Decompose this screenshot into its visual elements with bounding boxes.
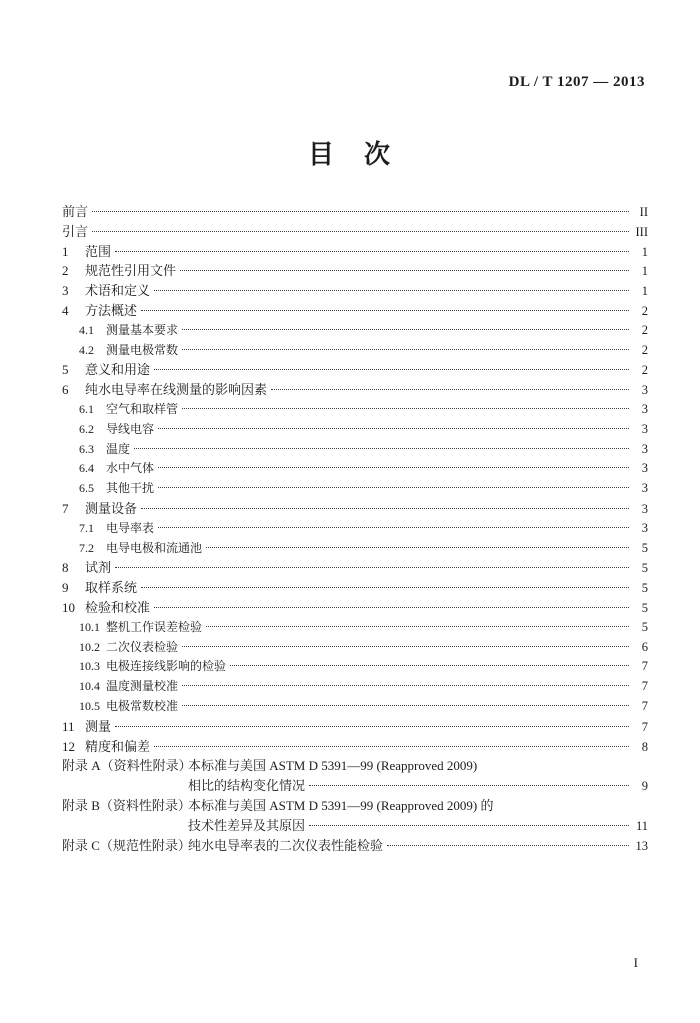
toc-row <box>62 638 648 658</box>
toc-number: 10.5 <box>79 698 100 713</box>
toc-label: 温度 <box>106 441 131 456</box>
toc-label: 测量 <box>85 718 112 734</box>
appendix-title: 相比的结构变化情况 <box>188 778 306 794</box>
toc-row <box>62 321 648 341</box>
toc-page-number: 2 <box>641 363 648 378</box>
toc-row <box>62 440 648 460</box>
toc-label: 导线电容 <box>106 421 155 436</box>
toc-row <box>62 301 648 321</box>
toc-label: 电极常数校准 <box>106 698 179 713</box>
doc-number: DL / T 1207 — 2013 <box>508 74 645 90</box>
appendix-row <box>62 836 648 856</box>
toc-row <box>62 202 648 222</box>
toc-label: 纯水电导率在线测量的影响因素 <box>85 382 268 398</box>
toc-page-number: 3 <box>641 383 648 398</box>
toc-page-number: 7 <box>641 698 648 713</box>
toc-row <box>62 479 648 499</box>
toc-number: 6.1 <box>79 401 94 416</box>
toc-label: 规范性引用文件 <box>85 263 177 279</box>
toc-label: 试剂 <box>85 560 112 576</box>
toc-number: 6 <box>62 382 69 398</box>
toc-page-number: 3 <box>641 421 648 436</box>
toc-page-number: 1 <box>641 244 648 259</box>
toc-number: 6.4 <box>79 461 94 476</box>
toc-row <box>62 281 648 301</box>
toc-row <box>62 380 648 400</box>
toc-row <box>62 499 648 519</box>
footer-page-number: I <box>633 955 638 970</box>
toc-row <box>62 677 648 697</box>
toc-page-number: 1 <box>641 264 648 279</box>
toc-page-number: 5 <box>641 581 648 596</box>
toc-page-number: 3 <box>641 520 648 535</box>
toc-row <box>62 657 648 677</box>
toc-label: 测量设备 <box>85 500 138 516</box>
toc-row <box>62 558 648 578</box>
toc-number: 2 <box>62 263 69 279</box>
toc-number: 3 <box>62 283 69 299</box>
appendix-row <box>62 796 648 816</box>
toc-page-number: 13 <box>635 838 648 853</box>
toc-row <box>62 459 648 479</box>
toc-number: 10.1 <box>79 619 100 634</box>
toc-label: 二次仪表检验 <box>106 639 179 654</box>
toc-page-number: 3 <box>641 401 648 416</box>
toc-number: 11 <box>62 718 75 734</box>
toc-row <box>62 360 648 380</box>
toc-row <box>62 222 648 242</box>
toc-number: 4.1 <box>79 322 94 337</box>
toc-page-number: 5 <box>641 619 648 634</box>
toc-label: 前言 <box>62 204 89 219</box>
toc-label: 水中气体 <box>106 461 155 476</box>
toc-label: 检验和校准 <box>85 599 151 615</box>
toc-page-number: 5 <box>641 540 648 555</box>
appendix-row <box>62 756 648 776</box>
toc-label: 方法概述 <box>85 302 138 318</box>
toc-number: 7.2 <box>79 540 94 555</box>
appendix-row <box>62 776 648 796</box>
toc-number: 9 <box>62 580 69 596</box>
toc-page-number: 7 <box>641 719 648 734</box>
toc-label: 范围 <box>85 243 112 259</box>
toc-number: 10 <box>62 599 75 615</box>
toc-label: 术语和定义 <box>85 283 151 299</box>
toc-page-number: 3 <box>641 481 648 496</box>
toc-label: 测量电极常数 <box>106 342 179 357</box>
toc-page-number: 3 <box>641 461 648 476</box>
appendix-row <box>62 816 648 836</box>
toc-number: 12 <box>62 738 75 754</box>
toc-page-number: 2 <box>641 322 648 337</box>
toc-page-number: 9 <box>641 779 648 794</box>
toc-label: 引言 <box>62 223 89 239</box>
toc-row <box>62 697 648 717</box>
toc-number: 7 <box>62 500 69 516</box>
toc-page-number: 3 <box>641 501 648 516</box>
toc-row <box>62 598 648 618</box>
toc-label: 整机工作误差检验 <box>106 619 203 634</box>
toc-row <box>62 341 648 361</box>
appendix-label: 附录 C（规范性附录） <box>62 837 191 853</box>
toc-number: 6.5 <box>79 481 94 496</box>
toc-row <box>62 539 648 559</box>
toc-page-number: 11 <box>635 818 648 833</box>
toc-number: 4 <box>62 302 69 318</box>
appendix-label: 附录 B（资料性附录） <box>62 797 191 813</box>
toc-row <box>62 261 648 281</box>
toc-row <box>62 400 648 420</box>
toc-label: 测量基本要求 <box>106 322 179 337</box>
toc-page-number: 1 <box>641 284 648 299</box>
toc-number: 1 <box>62 243 69 259</box>
toc-label: 空气和取样管 <box>106 401 179 416</box>
toc-row <box>62 717 648 737</box>
toc-page-number: II <box>639 205 648 219</box>
appendix-title: 本标准与美国 ASTM D 5391—99 (Reapproved 2009) <box>188 758 478 774</box>
toc-page-number: 3 <box>641 441 648 456</box>
toc-label: 温度测量校准 <box>106 679 179 694</box>
toc-page-number: 2 <box>641 303 648 318</box>
toc-label: 取样系统 <box>85 580 138 596</box>
appendix-title: 本标准与美国 ASTM D 5391—99 (Reapproved 2009) 的 <box>188 797 494 813</box>
appendix-label: 附录 A（资料性附录） <box>62 758 192 774</box>
toc-number: 10.4 <box>79 679 100 694</box>
toc-page-number: 7 <box>641 659 648 674</box>
toc-row <box>62 578 648 598</box>
toc-page-number: 2 <box>641 342 648 357</box>
toc-label: 电极连接线影响的检验 <box>106 659 227 674</box>
toc-list <box>62 202 648 855</box>
toc-row <box>62 242 648 262</box>
toc-number: 8 <box>62 560 69 576</box>
toc-page-number: 7 <box>641 679 648 694</box>
toc-page-number: 6 <box>641 639 648 654</box>
toc-page-number: 5 <box>641 600 648 615</box>
toc-number: 6.2 <box>79 421 94 436</box>
toc-row <box>62 519 648 539</box>
toc-label: 精度和偏差 <box>85 738 151 754</box>
toc-number: 7.1 <box>79 520 94 535</box>
document-header <box>509 74 645 91</box>
appendix-title: 纯水电导率表的二次仪表性能检验 <box>188 837 384 853</box>
toc-number: 4.2 <box>79 342 94 357</box>
toc-page-number: III <box>635 224 648 239</box>
toc-page-number: 8 <box>641 739 648 754</box>
toc-row <box>62 737 648 757</box>
page-title: 目 次 <box>307 140 392 169</box>
toc-number: 5 <box>62 362 69 378</box>
toc-number: 6.3 <box>79 441 94 456</box>
toc-label: 电导率表 <box>106 520 155 535</box>
toc-row <box>62 618 648 638</box>
toc-label: 其他干扰 <box>106 481 155 496</box>
toc-row <box>62 420 648 440</box>
toc-page-number: 5 <box>641 561 648 576</box>
toc-number: 10.2 <box>79 639 100 654</box>
appendix-title: 技术性差异及其原因 <box>188 817 306 833</box>
toc-label: 意义和用途 <box>85 362 151 378</box>
toc-number: 10.3 <box>79 659 100 674</box>
toc-label: 电导电极和流通池 <box>106 540 203 555</box>
